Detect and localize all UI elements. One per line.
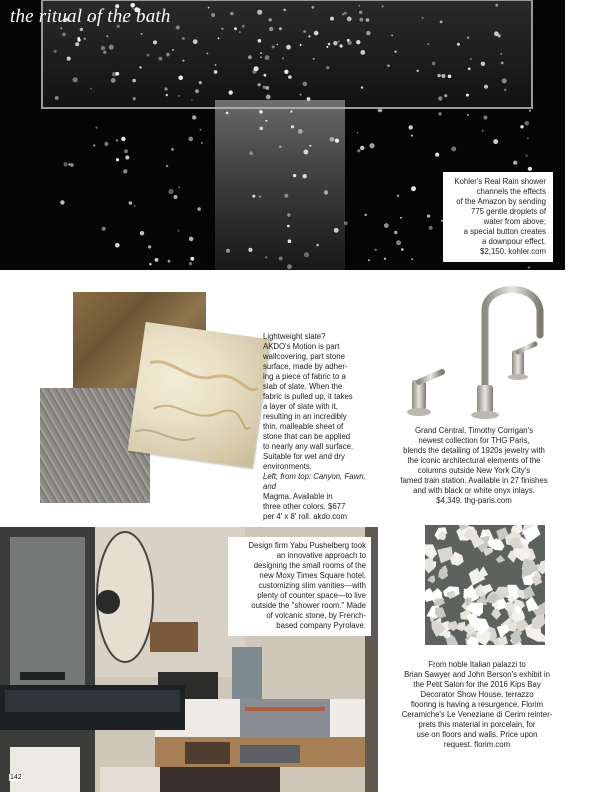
faucet-illustration (400, 280, 550, 425)
caption-line: environments. (263, 462, 312, 471)
water-stream (215, 100, 345, 270)
caption-line: designing the small rooms of the (253, 561, 366, 570)
caption-line: blends the detailing of 1920s jewelry with (403, 446, 545, 455)
caption-line: water from above; (483, 217, 546, 226)
page-number: 142 (10, 774, 22, 781)
caption-line: and with black or white onyx inlays. (413, 486, 535, 495)
hotel-room-caption (228, 537, 371, 636)
terrazzo-sample (425, 525, 545, 645)
caption-line: request. florim.com (443, 740, 511, 749)
slate-caption (263, 332, 373, 522)
caption-line: a layer of slate with it, (263, 402, 338, 411)
caption-line: an innovative approach to (276, 551, 366, 560)
hero-caption (443, 172, 553, 262)
caption-line: From noble Italian palazzi to (428, 660, 526, 669)
caption-line: plenty of counter space—to live (257, 591, 366, 600)
faucet-caption (390, 426, 558, 506)
caption-line: channels the effects (476, 187, 546, 196)
caption-line: use on floors and walls. Price upon (416, 730, 538, 739)
caption-line: AKDO's Motion is part (263, 342, 340, 351)
caption-line: Grand Central, Timothy Corrigan's (414, 426, 534, 435)
caption-line: columns outside New York City's (417, 466, 531, 475)
caption-line: resulting in an incredibly (263, 412, 347, 421)
caption-line: Suitable for wet and dry (263, 452, 345, 461)
caption-line: $2,150. kohler.com (480, 247, 546, 256)
caption-line: a special button creates (463, 227, 546, 236)
caption-line: based company Pyrolave. (276, 621, 366, 630)
caption-line: Lightweight slate? (263, 332, 326, 341)
caption-line: prets this material in porcelain, for (418, 720, 536, 729)
caption-line: fabric is pulled up, it takes (263, 392, 353, 401)
caption-line: to nearly any wall surface. (263, 442, 354, 451)
caption-line: of the Amazon by sending (456, 197, 546, 206)
caption-line: a downpour effect. (481, 237, 546, 246)
caption-line: Brian Sawyer and John Berson's exhibit in (404, 670, 550, 679)
caption-line: outside the "shower room." Made (251, 601, 366, 610)
faucet-photo (400, 280, 550, 425)
caption-line: new Moxy Times Square hotel, (259, 571, 366, 580)
section-title: the ritual of the bath (10, 6, 171, 27)
caption-line: per 4' x 8' roll. akdo.com (263, 512, 348, 521)
caption-line: surface, made by adher- (263, 362, 348, 371)
caption-line: the iconic architectural elements of the (407, 456, 541, 465)
caption-line: three other colors. $677 (263, 502, 346, 511)
caption-line: newest collection for THG Paris, (418, 436, 530, 445)
caption-line: $4,349. thg-paris.com (436, 496, 512, 505)
caption-line: the Petit Salon for the 2016 Kips Bay (413, 680, 541, 689)
terrazzo-caption (392, 660, 562, 750)
caption-line: of volcanic stone, by French- (266, 611, 366, 620)
magma-veining (128, 322, 271, 468)
caption-line-italic: Left, from top: Canyon, Fawn, and (263, 472, 366, 491)
caption-line: ing a piece of fabric to a (263, 372, 346, 381)
caption-line: Magma. Available in (263, 492, 333, 501)
caption-line: Ceramiche's Le Veneziane di Cerim reinter- (401, 710, 553, 719)
caption-line: slab of slate. When the (263, 382, 343, 391)
caption-line: famed train station. Available in 27 finishes (400, 476, 548, 485)
caption-line: Kohler's Real Rain shower (454, 177, 546, 186)
caption-line: flooring is having a resurgence. Florim (410, 700, 544, 709)
caption-line: wallcovering, part stone (263, 352, 345, 361)
caption-line: thin, malleable sheet of (263, 422, 344, 431)
terrazzo-pattern (425, 525, 545, 645)
caption-line: Decorator Show House, terrazzo (420, 690, 534, 699)
caption-line: customizing slim vanities—with (258, 581, 366, 590)
caption-line: 775 gentle droplets of (471, 207, 546, 216)
slate-sample-magma (128, 322, 271, 468)
caption-line: stone that can be applied (263, 432, 351, 441)
caption-line: Design firm Yabu Pushelberg took (248, 541, 366, 550)
